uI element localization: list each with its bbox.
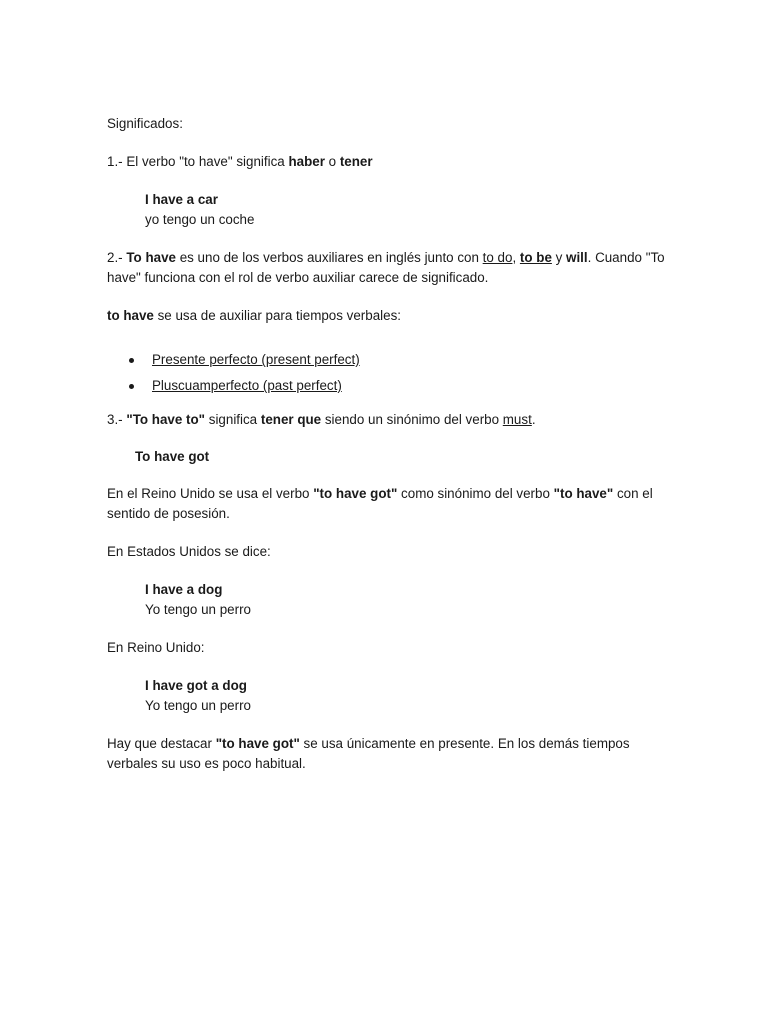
example-2-spanish: Yo tengo un perro — [145, 602, 251, 617]
example-3-english: I have got a dog — [145, 678, 247, 693]
paragraph-8: Hay que destacar "to have got" se usa únicamente en presente. En los demás tiempos verbales su uso es poco habitual. — [107, 736, 630, 771]
example-2-english: I have a dog — [145, 582, 223, 597]
example-3-spanish: Yo tengo un perro — [145, 698, 251, 713]
link-to-do[interactable]: to do — [482, 250, 513, 265]
link-must[interactable]: must — [502, 412, 532, 427]
list-item — [107, 350, 667, 376]
example-1-english: I have a car — [145, 192, 218, 207]
link-present-perfect[interactable]: Presente perfecto (present perfect) — [152, 352, 360, 367]
section-heading: To have got — [135, 449, 210, 464]
paragraph-7: En Reino Unido: — [107, 640, 205, 655]
list-item — [107, 376, 667, 402]
paragraph-2: 2.- To have es uno de los verbos auxiliares en inglés junto con to do, to be y will. Cuando "To have" funciona con el rol de verbo auxiliar carece de significado. — [107, 250, 665, 285]
bullet-icon — [129, 358, 134, 363]
document-body — [107, 114, 667, 774]
bullet-icon — [129, 384, 134, 389]
paragraph-6: En Estados Unidos se dice: — [107, 544, 271, 559]
link-to-be[interactable]: to be — [519, 250, 552, 265]
paragraph-5: En el Reino Unido se usa el verbo "to have got" como sinónimo del verbo "to have" con el sentido de posesión. — [107, 486, 653, 521]
paragraph-1: 1.- El verbo "to have" significa haber o tener — [107, 154, 373, 169]
tense-list — [107, 350, 667, 402]
paragraph-3: to have se usa de auxiliar para tiempos verbales: — [107, 308, 402, 323]
example-2 — [107, 580, 667, 620]
paragraph-4: 3.- "To have to" significa tener que siendo un sinónimo del verbo must. — [107, 412, 536, 427]
example-1-spanish: yo tengo un coche — [145, 212, 255, 227]
significados-label: Significados: — [107, 116, 183, 131]
example-3 — [107, 676, 667, 716]
link-past-perfect[interactable]: Pluscuamperfecto (past perfect) — [152, 378, 342, 393]
example-1 — [107, 190, 667, 230]
